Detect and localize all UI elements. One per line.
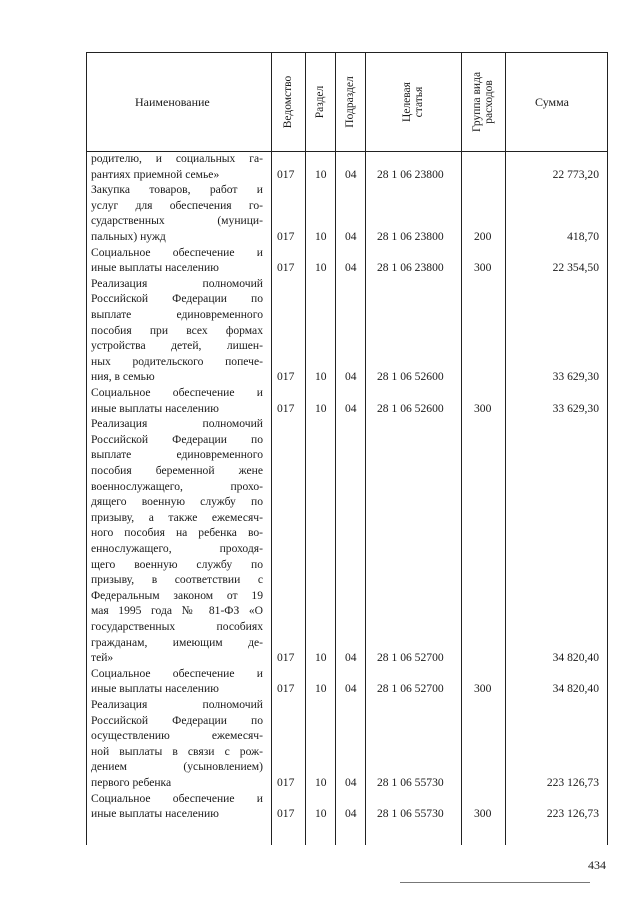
column-divider (271, 53, 272, 845)
row-name-line: Социальное обеспечение и (91, 245, 263, 259)
row-name-line: ного пособия на ребенка во- (91, 526, 263, 540)
row-vedomstvo: 017 (277, 807, 295, 821)
row-podrazdel: 04 (345, 401, 357, 415)
row-name-line: родителю, и социальных га- (91, 152, 263, 165)
row-name-line: пособия при всех формах (91, 323, 263, 337)
header-razdel: Раздел (314, 85, 326, 119)
row-vedomstvo: 017 (277, 401, 295, 415)
row-name-line: щего военную службу по (91, 557, 263, 571)
row-gruppa: 300 (474, 682, 492, 696)
row-summa: 34 820,40 (552, 682, 599, 696)
row-name-line: дением (усыновлением) (91, 760, 263, 774)
header-celevaya-line1: Целевая (401, 82, 413, 122)
row-name-line: Реализация полномочий (91, 417, 263, 431)
row-name-line: государственных пособиях (91, 619, 263, 633)
row-gruppa: 300 (474, 261, 492, 275)
row-celevaya: 28 1 06 55730 (377, 807, 444, 821)
row-vedomstvo: 017 (277, 682, 295, 696)
row-celevaya: 28 1 06 52700 (377, 682, 444, 696)
row-razdel: 10 (315, 807, 327, 821)
row-summa: 223 126,73 (546, 776, 599, 789)
row-razdel: 10 (315, 682, 327, 696)
row-name (91, 276, 263, 385)
row-vedomstvo: 017 (277, 370, 295, 384)
row-name (91, 666, 263, 697)
row-podrazdel: 04 (345, 682, 357, 696)
row-name-line: военнослужащего, прохо- (91, 479, 263, 493)
row-vedomstvo: 017 (277, 261, 295, 275)
row-name-line: Реализация полномочий (91, 276, 263, 290)
row-name-line: иные выплаты населению (91, 261, 219, 275)
row-vedomstvo: 017 (277, 776, 295, 789)
budget-table (86, 52, 608, 845)
row-podrazdel: 04 (345, 651, 357, 665)
row-name-line: услуг для обеспечения го- (91, 198, 263, 212)
row-gruppa: 300 (474, 807, 492, 821)
row-name (91, 697, 263, 791)
row-celevaya: 28 1 06 23800 (377, 261, 444, 275)
row-podrazdel: 04 (345, 370, 357, 384)
footer-rule (400, 882, 590, 883)
row-name-line: иные выплаты населению (91, 401, 219, 415)
row-name-line: дящего военную службу по (91, 495, 263, 509)
row-summa: 33 629,30 (552, 401, 599, 415)
row-celevaya: 28 1 06 52700 (377, 651, 444, 665)
row-name (91, 385, 263, 416)
column-divider (365, 53, 366, 845)
row-name-line: первого ребенка (91, 775, 172, 789)
row-name-line: ния, в семью (91, 370, 155, 384)
row-celevaya: 28 1 06 55730 (377, 776, 444, 789)
row-summa: 33 629,30 (552, 370, 599, 384)
row-name-line: Реализация полномочий (91, 698, 263, 711)
row-name-line: ных родительского попече- (91, 354, 263, 368)
row-celevaya: 28 1 06 52600 (377, 370, 444, 384)
row-name (91, 151, 263, 182)
row-name-line: пальных) нужд (91, 229, 166, 243)
row-summa: 223 126,73 (546, 807, 599, 821)
header-vedomstvo: Ведомство (282, 75, 294, 129)
row-name-line: устройства детей, лишен- (91, 339, 263, 353)
header-gruppa-line2: расходов (483, 80, 495, 124)
row-name-line: гражданам, имеющим де- (91, 635, 263, 649)
row-summa: 22 773,20 (552, 167, 599, 181)
row-razdel: 10 (315, 167, 327, 181)
header-podrazdel: Подраздел (344, 76, 356, 128)
row-celevaya: 28 1 06 23800 (377, 230, 444, 243)
header-gruppa-line1: Группа вида (471, 71, 483, 133)
row-name-line: Социальное обеспечение и (91, 386, 263, 399)
row-summa: 34 820,40 (552, 651, 599, 665)
row-razdel: 10 (315, 401, 327, 415)
column-divider (305, 53, 306, 845)
row-name-line: призыву, в соответствии с (91, 573, 263, 587)
row-celevaya: 28 1 06 52600 (377, 401, 444, 415)
page-number: 434 (588, 858, 606, 872)
row-vedomstvo: 017 (277, 651, 295, 665)
row-podrazdel: 04 (345, 807, 357, 821)
row-name (91, 182, 263, 244)
row-name-line: мая 1995 года № 81-ФЗ «О (91, 604, 263, 618)
row-name-line: выплате единовременного (91, 307, 263, 321)
row-name-line: Федеральным законом от 19 (91, 588, 263, 602)
row-name-line: иные выплаты населению (91, 807, 219, 821)
header-celevaya-line2: статья (413, 86, 425, 118)
row-name-line: призыву, а также ежемесяч- (91, 510, 263, 524)
header-summa: Сумма (535, 95, 569, 109)
row-gruppa: 200 (474, 230, 492, 243)
header-celevaya (401, 82, 425, 122)
row-name-line: Российской Федерации по (91, 432, 263, 446)
row-summa: 418,70 (567, 230, 599, 243)
row-razdel: 10 (315, 776, 327, 789)
row-name-line: рантиях приемной семье» (91, 167, 220, 181)
row-podrazdel: 04 (345, 230, 357, 243)
row-name-line: иные выплаты населению (91, 682, 219, 696)
row-name-line: сударственных (муници- (91, 214, 263, 228)
row-name-line: осуществлению ежемесяч- (91, 729, 263, 743)
row-name-line: выплате единовременного (91, 448, 263, 462)
row-name-line: ной выплаты в связи с рож- (91, 744, 263, 758)
row-podrazdel: 04 (345, 776, 357, 789)
row-name-line: Российской Федерации по (91, 713, 263, 727)
row-razdel: 10 (315, 651, 327, 665)
row-name-line: Социальное обеспечение и (91, 666, 263, 680)
row-name-line: Социальное обеспечение и (91, 791, 263, 805)
row-podrazdel: 04 (345, 261, 357, 275)
column-divider (461, 53, 462, 845)
row-name-line: Российской Федерации по (91, 292, 263, 306)
row-vedomstvo: 017 (277, 230, 295, 243)
row-name-line: Закупка товаров, работ и (91, 183, 263, 197)
row-vedomstvo: 017 (277, 167, 295, 181)
header-name: Наименование (135, 95, 210, 109)
row-razdel: 10 (315, 370, 327, 384)
row-name (91, 416, 263, 666)
row-razdel: 10 (315, 261, 327, 275)
row-name-line: тей» (91, 651, 114, 665)
row-name-line: пособия беременной жене (91, 463, 263, 477)
row-podrazdel: 04 (345, 167, 357, 181)
row-name-line: еннослужащего, проходя- (91, 541, 263, 555)
row-name (91, 245, 263, 276)
column-divider (335, 53, 336, 845)
row-celevaya: 28 1 06 23800 (377, 167, 444, 181)
header-gruppa (471, 72, 495, 132)
row-razdel: 10 (315, 230, 327, 243)
row-gruppa: 300 (474, 401, 492, 415)
column-divider (505, 53, 506, 845)
row-name (91, 791, 263, 822)
row-summa: 22 354,50 (552, 261, 599, 275)
